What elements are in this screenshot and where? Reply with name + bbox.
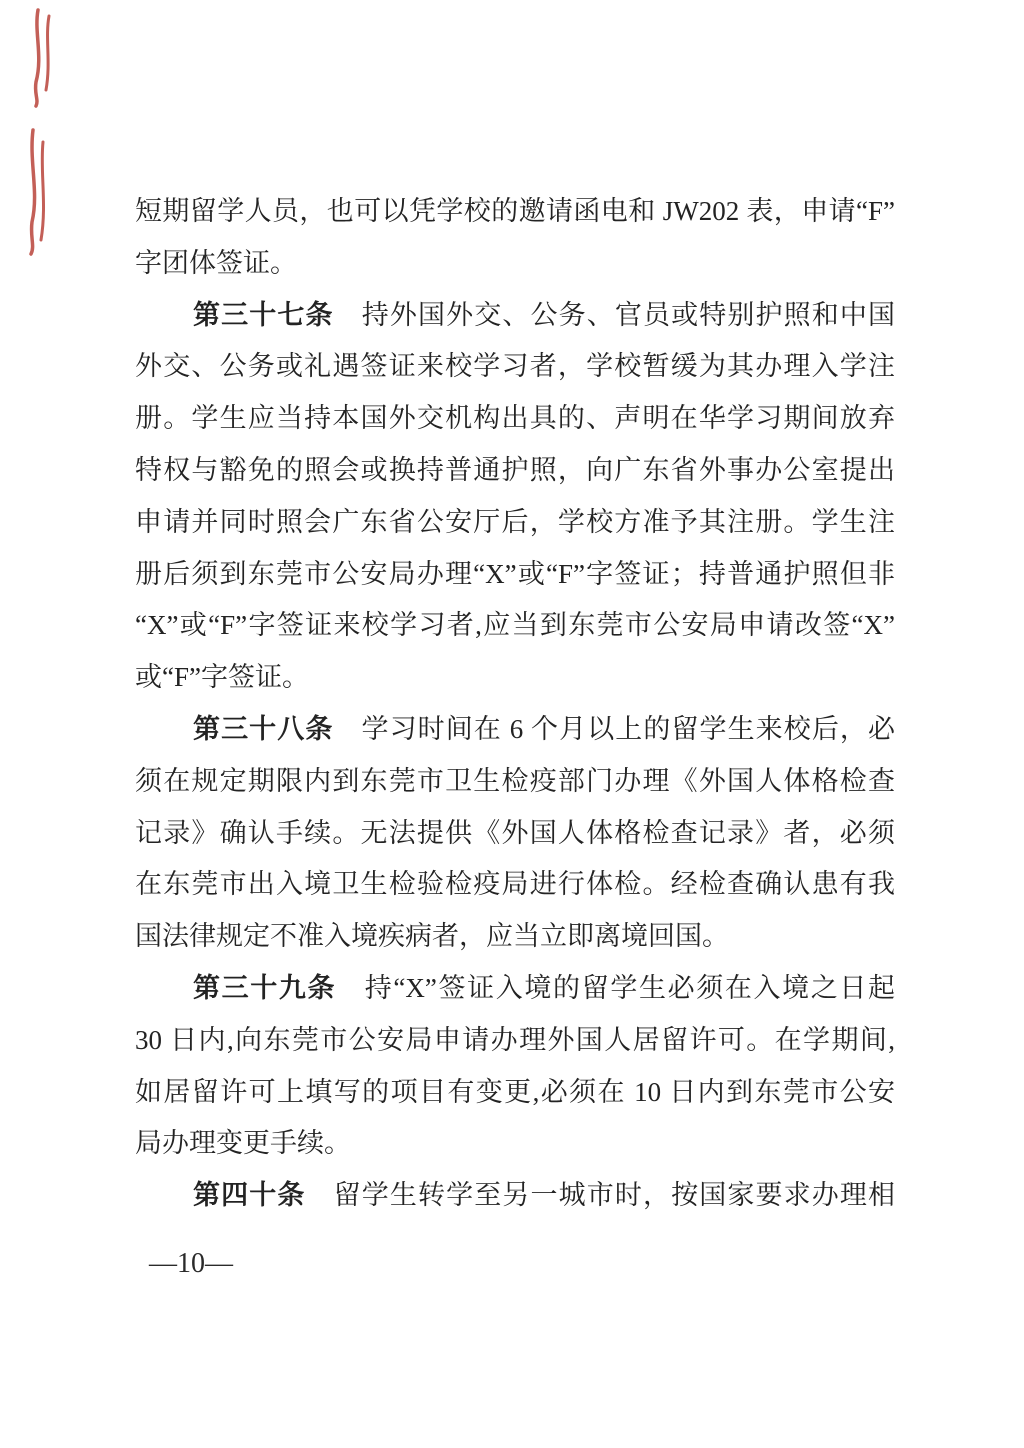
red-stroke — [41, 142, 44, 240]
text-line — [135, 808, 895, 860]
line-text: 字团体签证。 — [135, 247, 297, 278]
text-line — [135, 1015, 895, 1067]
page-number: —10— — [149, 1248, 233, 1279]
text-line — [135, 341, 895, 393]
red-stroke — [46, 16, 49, 90]
line-text: 须在规定期限内到东莞市卫生检疫部门办理《外国人体格检查 — [135, 765, 895, 796]
text-line — [135, 756, 895, 808]
line-text: 30 日内,向东莞市公安局申请办理外国人居留许可。在学期间, — [135, 1024, 895, 1055]
line-text: 册。学生应当持本国外交机构出具的、声明在华学习期间放弃 — [135, 403, 895, 434]
red-pen-marks — [0, 0, 70, 270]
line-text: 或“F”字签证。 — [135, 662, 309, 693]
text-line — [135, 911, 895, 963]
text-line — [135, 859, 895, 911]
line-text: 留学生转学至另一城市时，按国家要求办理相 — [305, 1180, 895, 1211]
article-lead: 第三十九条 — [193, 972, 337, 1003]
line-text: 外交、公务或礼遇签证来校学习者，学校暂缓为其办理入学注 — [135, 351, 895, 382]
line-text: 特权与豁免的照会或换持普通护照，向广东省外事办公室提出 — [135, 454, 895, 485]
line-text: 学习时间在 6 个月以上的留学生来校后，必 — [333, 713, 895, 744]
line-text: 持“X”签证入境的留学生必须在入境之日起 — [336, 972, 895, 1003]
line-text: 持外国外交、公务、官员或特别护照和中国 — [333, 299, 895, 330]
article-lead: 第三十八条 — [193, 713, 334, 744]
line-text: 国法律规定不准入境疾病者，应当立即离境回国。 — [135, 921, 729, 952]
text-line — [135, 600, 895, 652]
red-stroke — [36, 10, 39, 106]
line-text: “X”或“F”字签证来校学习者,应当到东莞市公安局申请改签“X” — [135, 610, 895, 641]
red-stroke — [31, 130, 35, 254]
text-line — [135, 393, 895, 445]
text-line — [135, 1067, 895, 1119]
article-lead: 第四十条 — [193, 1180, 306, 1211]
text-line — [135, 186, 895, 238]
line-text: 记录》确认手续。无法提供《外国人体格检查记录》者，必须 — [135, 817, 895, 848]
text-line — [135, 445, 895, 497]
text-line — [135, 652, 895, 704]
line-text: 册后须到东莞市公安局办理“X”或“F”字签证；持普通护照但非 — [135, 558, 895, 589]
line-text: 在东莞市出入境卫生检验检疫局进行体检。经检查确认患有我 — [135, 869, 895, 900]
text-line — [135, 1118, 895, 1170]
text-line — [135, 497, 895, 549]
line-text: 如居留许可上填写的项目有变更,必须在 10 日内到东莞市公安 — [135, 1076, 895, 1107]
text-line — [135, 704, 895, 756]
article-lead: 第三十七条 — [193, 299, 334, 330]
text-line — [135, 963, 895, 1015]
line-text: 局办理变更手续。 — [135, 1128, 351, 1159]
text-line — [135, 1170, 895, 1222]
line-text: 短期留学人员，也可以凭学校的邀请函电和 JW202 表，申请“F” — [135, 196, 895, 226]
text-line — [135, 290, 895, 342]
text-line — [135, 549, 895, 601]
line-text: 申请并同时照会广东省公安厅后，学校方准予其注册。学生注 — [135, 506, 895, 537]
body-text — [135, 186, 895, 1222]
text-line — [135, 238, 895, 290]
